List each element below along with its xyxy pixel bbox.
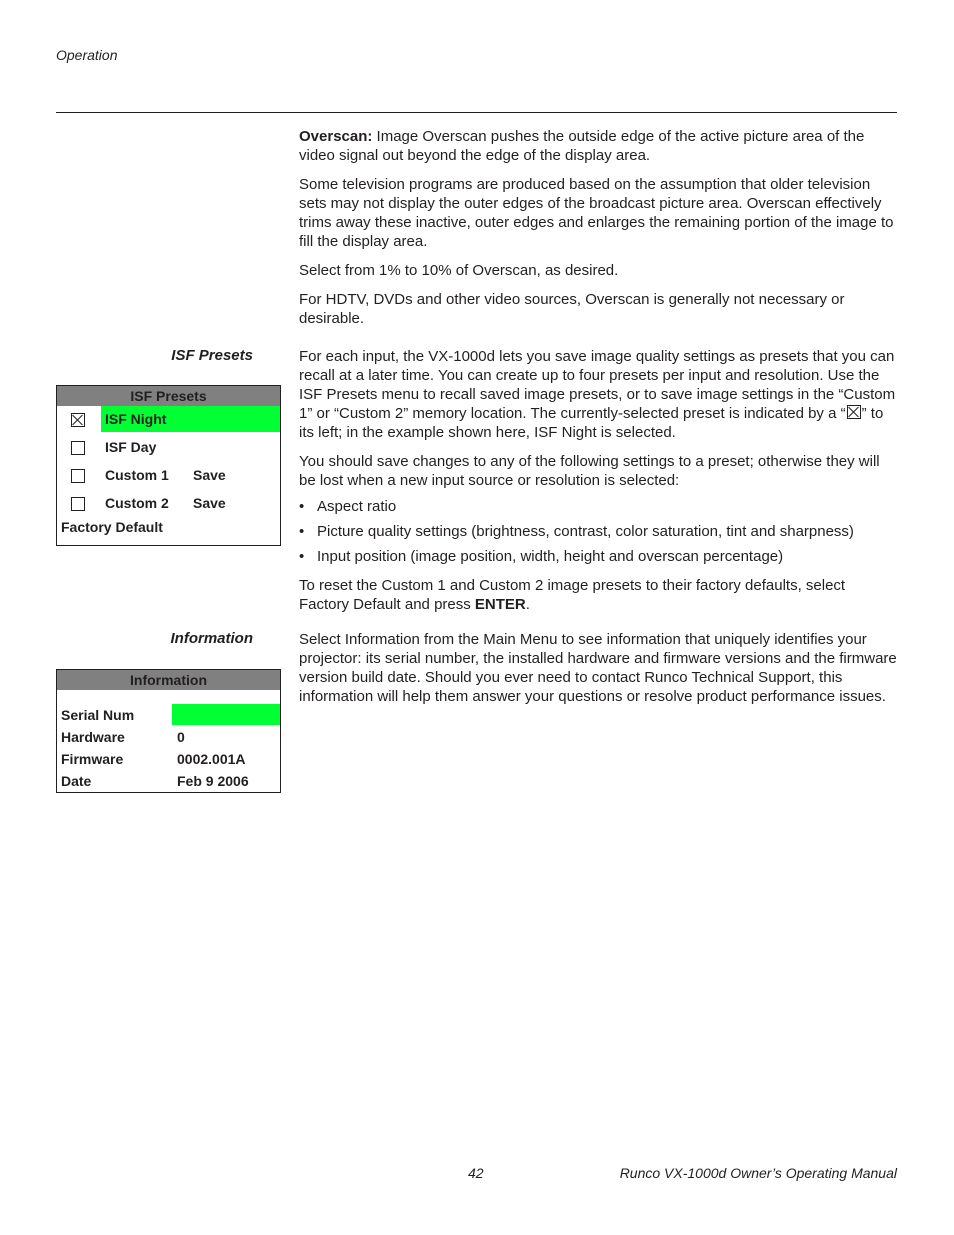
information-heading: Information bbox=[170, 630, 253, 647]
serial-value-highlight bbox=[172, 704, 280, 725]
isf-section bbox=[299, 347, 897, 614]
isf-presets-heading: ISF Presets bbox=[171, 347, 253, 364]
menu-item-custom-2[interactable] bbox=[57, 490, 280, 518]
save-custom-2-button[interactable]: Save bbox=[193, 495, 226, 511]
info-value: 0 bbox=[177, 729, 185, 745]
isf-p1-after: ” to its left; in the example shown here, ISF Night is selected. bbox=[299, 405, 884, 441]
isf-p3-before: To reset the Custom 1 and Custom 2 image presets to their factory defaults, select Factory Default and press bbox=[299, 577, 846, 613]
info-key: Serial Num bbox=[61, 707, 135, 723]
list-item: • Input position (image position, width, height and overscan percentage) bbox=[299, 547, 897, 566]
page-number: 42 bbox=[468, 1165, 484, 1181]
running-head: Operation bbox=[56, 47, 118, 63]
isf-paragraph-1 bbox=[299, 347, 897, 442]
menu-item-factory-default[interactable] bbox=[57, 518, 280, 545]
isf-presets-menu-title: ISF Presets bbox=[57, 386, 280, 406]
info-value: Feb 9 2006 bbox=[177, 773, 249, 789]
info-key: Firmware bbox=[61, 751, 124, 767]
info-key: Hardware bbox=[61, 729, 125, 745]
menu-item-custom-1[interactable] bbox=[57, 462, 280, 490]
checked-box-icon bbox=[847, 405, 861, 419]
settings-list bbox=[299, 497, 897, 566]
overscan-section bbox=[299, 127, 897, 328]
enter-key-label: ENTER bbox=[474, 596, 526, 613]
overscan-paragraph-3: Select from 1% to 10% of Overscan, as desired. bbox=[299, 262, 619, 279]
menu-item-label: ISF Day bbox=[105, 439, 157, 455]
information-paragraph-1: Select Information from the Main Menu to see information that uniquely identifies your projector: its serial number, the installed hardware and firmware versions and the firmware version build date. Should you ever need to contact Runco Technical Support, this information will help them answer your questions or resolve product performance issues. bbox=[299, 631, 897, 705]
manual-title: Runco VX-1000d Owner’s Operating Manual bbox=[619, 1165, 897, 1181]
checkbox-icon bbox=[71, 497, 85, 511]
overscan-lead: Overscan: bbox=[299, 128, 373, 145]
checked-box-icon bbox=[71, 413, 85, 427]
checkbox-icon bbox=[71, 441, 85, 455]
info-row-date bbox=[57, 770, 280, 792]
information-menu-title: Information bbox=[57, 670, 280, 690]
overscan-paragraph-4: For HDTV, DVDs and other video sources, Overscan is generally not necessary or desirable. bbox=[299, 291, 845, 327]
info-value: 0002.001A bbox=[177, 751, 246, 767]
menu-item-isf-day[interactable] bbox=[57, 434, 280, 462]
info-row-firmware bbox=[57, 748, 280, 770]
menu-item-label: Custom 2 bbox=[105, 495, 169, 511]
overscan-p1-text: Image Overscan pushes the outside edge of the active picture area of the video signal out beyond the edge of the display area. bbox=[299, 128, 865, 164]
info-key: Date bbox=[61, 773, 92, 789]
isf-paragraph-3 bbox=[299, 576, 897, 614]
information-section bbox=[299, 630, 897, 706]
isf-presets-menu bbox=[56, 385, 281, 546]
menu-item-label: Factory Default bbox=[61, 519, 163, 535]
menu-item-isf-night[interactable] bbox=[57, 406, 280, 434]
info-row-serial bbox=[57, 704, 280, 726]
checkbox-icon bbox=[71, 469, 85, 483]
overscan-paragraph-2: Some television programs are produced based on the assumption that older television sets may not display the outer edges of the broadcast picture area. Overscan effectively trims away these inactive, outer edges and enlarges the remaining portion of the image to fill the display area. bbox=[299, 176, 894, 250]
list-item: • Picture quality settings (brightness, contrast, color saturation, tint and sharpness) bbox=[299, 522, 897, 541]
information-menu bbox=[56, 669, 281, 793]
menu-item-label: ISF Night bbox=[105, 411, 167, 427]
header-rule bbox=[56, 112, 897, 113]
info-row-hardware bbox=[57, 726, 280, 748]
isf-p3-after: . bbox=[525, 596, 530, 613]
overscan-paragraph-1 bbox=[299, 127, 897, 165]
isf-p1-before: For each input, the VX-1000d lets you save image quality settings as presets that you can recall at a later time. You can create up to four presets per input and resolution. Use the ISF Presets menu to recall saved image presets, or to save image settings in the “Custom 1” or “Custom 2” memory location. The currently-selected preset is indicated by a “ bbox=[299, 348, 896, 422]
save-custom-1-button[interactable]: Save bbox=[193, 467, 226, 483]
isf-paragraph-2: You should save changes to any of the following settings to a preset; otherwise they will be lost when a new input source or resolution is selected: bbox=[299, 453, 880, 489]
list-item: • Aspect ratio bbox=[299, 497, 897, 516]
menu-item-label: Custom 1 bbox=[105, 467, 169, 483]
